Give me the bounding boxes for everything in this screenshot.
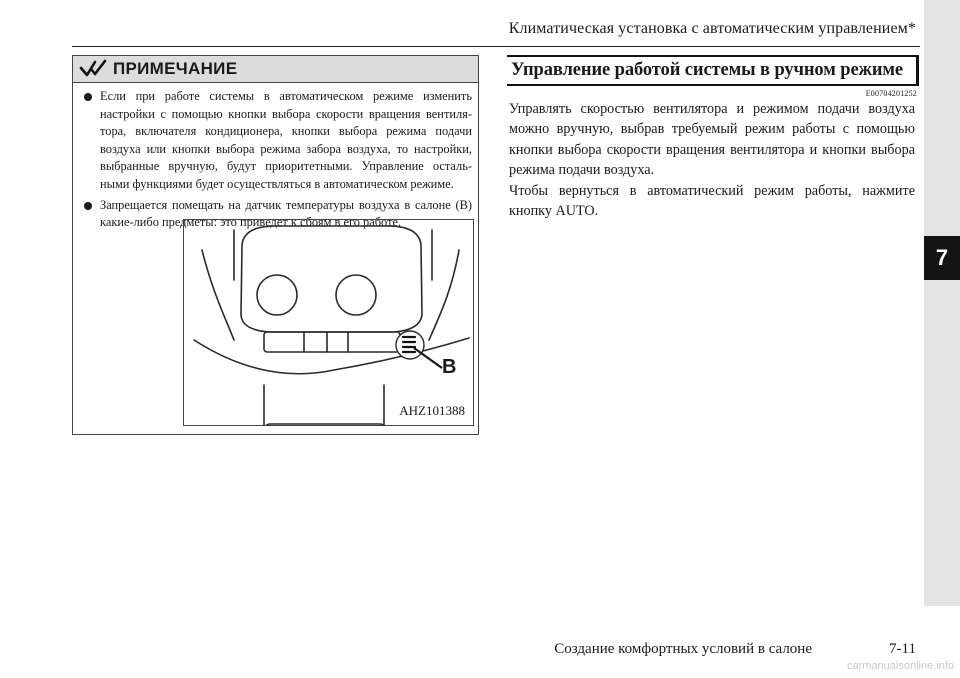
figure-code: AHZ101388	[399, 403, 465, 418]
section-code: E00704201252	[865, 89, 917, 98]
dashboard-illustration	[183, 219, 474, 426]
side-strip	[924, 0, 960, 606]
note-item-text: Запрещается помещать на датчик температуры воздуха в салоне (B) какие-либо предметы: это приведет к сбоям в его работе.	[100, 197, 472, 230]
watermark: carmanualsonline.info	[846, 660, 954, 672]
note-list	[73, 83, 478, 232]
sensor-b-marker	[396, 331, 442, 368]
page-number: 7-11	[889, 641, 916, 657]
body-paragraph: Чтобы вернуться в автоматический режим работы, нажмите кнопку AUTO.	[509, 182, 915, 220]
figure-callout-b: B	[442, 356, 457, 378]
note-item-text: Если при работе системы в автоматическом режиме изменить настройки с помощью кнопки выбора скорости вращения вентиля- тора, включателя кондиционера, кнопки выбора режима подачи воздуха или кнопки выбора режима забора воздуха, то настройки, выбранные вручную, будут приоритетными. Управление осталь- ными функциями будет осуществляться в автоматическом режиме.	[100, 89, 472, 191]
body-paragraph: Управлять скоростью вентилятора и режимом подачи воздуха можно вручную, выбрав требуемый режим работы с помощью кнопки выбора скорости вращения вентилятора и кнопки выбора режима подачи воздуха.	[509, 101, 915, 179]
bullet-icon	[84, 93, 92, 101]
note-header	[73, 56, 478, 83]
section-title: Управление работой системы в ручном режиме	[511, 60, 904, 80]
note-box	[72, 55, 479, 435]
checkmark-icon	[79, 59, 107, 79]
climate-panel-drawing	[184, 220, 474, 426]
page-header-title: Климатическая установка с автоматическим управлением*	[508, 20, 916, 37]
footer-chapter-title: Создание комфортных условий в салоне	[554, 641, 812, 657]
bullet-icon	[84, 202, 92, 210]
section-body	[509, 99, 915, 221]
note-title: ПРИМЕЧАНИЕ	[113, 59, 238, 78]
chapter-tab[interactable]: 7	[924, 236, 960, 280]
section-heading	[507, 55, 919, 86]
note-item	[81, 88, 472, 194]
header-rule	[72, 46, 920, 47]
